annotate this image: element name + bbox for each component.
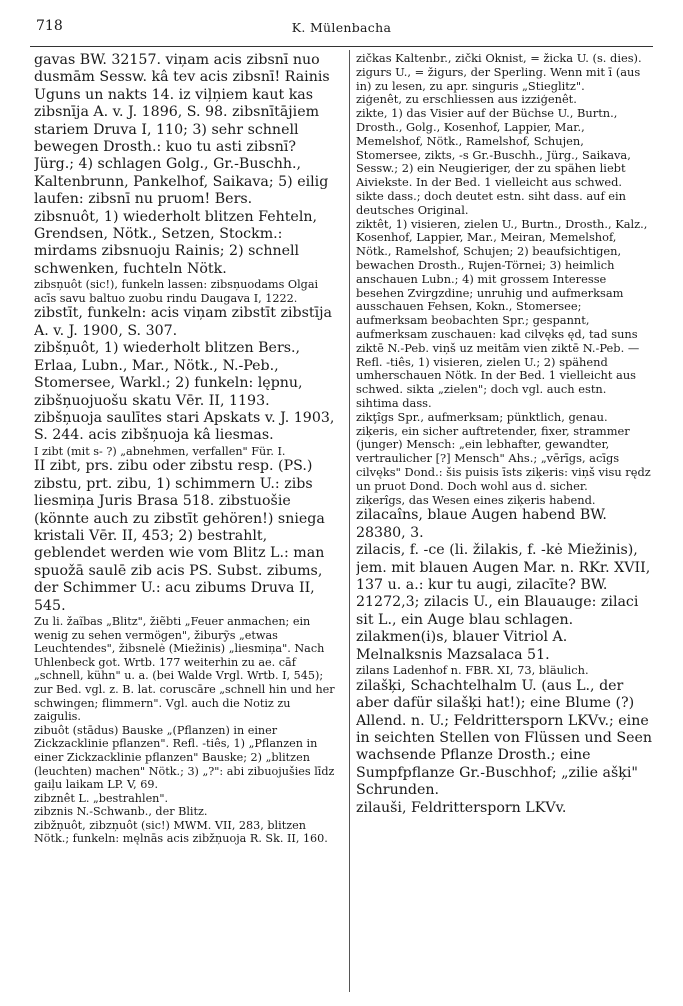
entry-paragraph: zikţîgs Spr., aufmerksam; pünktlich, genau. [356, 409, 608, 424]
entry-paragraph: ziktêt, 1) visieren, zielen U., Burtn., Drosth., Kalz., Kosenhof, Lappier, Mar., Meiran, Memelshof, Nötk., Ramelshof, Schujen; 2) beaufsichtigen, bewachen Drosth., Rujen-Törnei; 3) heimlich anschauen Lubn.; 4) mit grossem Interesse besehen Zvirgzdine; unruhig und aufmerksam ausschauen Fehsen, Kokn., Stomersee; aufmerksam beobachten Spr.; gespannt, aufmerksam zuschauen: kad cilvęks ęd, tad suns ziktē N.-Peb. viņš uz meitām vien ziktē N.-Peb. — Refl. -tiês, 1) visieren, zielen U.; 2) spähend umherschauen Nötk. In der Bed. 1 vielleicht aus schwed. sikta „zielen"; doch vgl. auch estn. sihtima dass. [356, 216, 648, 410]
entry-paragraph: zibznis N.-Schwanb., der Blitz. [34, 805, 208, 819]
entry-paragraph: zilacis, f. -ce (li. žilakis, f. -kė Miežinis), jem. mit blauen Augen Mar. n. RKr. XVII, 137 u. a.: kur tu augi, zilacīte? BW. 21272,3; zilacis U., ein Blauauge: zilaci sit L., ein Auge blau schlagen. [356, 542, 651, 628]
entry-paragraph: ziķerîgs, das Wesen eines ziķeris habend. [356, 492, 596, 507]
page-number: 718 [36, 18, 63, 34]
page-header [30, 14, 653, 34]
entry-paragraph: zigurs U., = žigurs, der Sperling. Wenn mit ī (aus in) zu lesen, zu apr. singuris „Stieglitz". [356, 64, 641, 93]
entry-paragraph: zibuôt (stādus) Bauske „(Pflanzen) in einer Zickzacklinie pflanzen". Refl. -tiês, 1) „Pflanzen in einer Zickzacklinie pflanzen" Bauske; 2) „blitzen (leuchten) machen" Nötk.; 3) „?": abi zibuojušies līdz gaiļu laikam LP. V, 69. [34, 723, 335, 792]
entry-paragraph: zilacaîns, blaue Augen habend BW. 28380, 3. [356, 507, 607, 541]
entry-paragraph: gavas BW. 32157. viņam acis zibsnī nuo dusmām Sessw. kâ tev acis zibsnī! Rainis Uguns un nakts 14. iz viļņiem kaut kas zibsnīja A. v. J. 1896, S. 98. zibsnītājiem stariem Druva I, 110; 3) sehr schnell bewegen Drosth.: kuo tu asti zibsnī? Jürg.; 4) schlagen Golg., Gr.-Buschh., Kaltenbrunn, Pankelhof, Saikava; 5) eilig laufen: zibsnī nu pruom! Bers. [34, 52, 330, 208]
column-divider [349, 50, 350, 992]
entry-paragraph: II zibt, prs. zibu oder zibstu resp. (PS.) zibstu, prt. zibu, 1) schimmern U.: zibs liesmiņa Juris Brasa 518. zibstuošie (könnte auch zu zibstīt gehören!) sniega kristali Vēr. II, 453; 2) bestrahlt, geblendet werden wie vom Blitz L.: man spuožā saulē zib acis PS. Subst. zibums, der Schimmer U.: acu zibums Druva II, 545. [34, 458, 325, 614]
entry-paragraph: zičkas Kaltenbr., zički Oknist, = žicka U. (s. dies). [356, 52, 642, 65]
entry-paragraph: zibznêt L. „bestrahlen". [34, 791, 169, 805]
entry-paragraph: ziķeris, ein sicher auftretender, fixer, strammer (junger) Mensch: „ein lebhafter, gewandter, vertraulicher [?] Mensch" Ahs.; „vērīgs, acīgs cilvęks" Dond.: šis puisis īsts ziķeris: viņš visu rędz un pruot Dond. Doch wohl aus d. sicher. [356, 423, 651, 493]
header-rule [30, 46, 653, 47]
entry-paragraph: zibsnuôt, 1) wiederholt blitzen Fehteln, Grendsen, Nötk., Setzen, Stockm.: mirdams zibsnuoju Rainis; 2) schnell schwenken, fuchteln Nötk. [34, 208, 318, 277]
entry-paragraph: zibžņuôt, zibzņuôt (sic!) MWM. VII, 283, blitzen Nötk.; funkeln: męlnās acis zibžņuoja R. Sk. II, 160. [34, 818, 328, 846]
entry-paragraph: zilakmen(i)s, blauer Vitriol A. Melnalksnis Mazsalaca 51. [356, 629, 568, 663]
entry-paragraph: ziģenêt, zu erschliessen aus izziģenêt. [356, 92, 577, 107]
running-head: K. Mülenbacha [291, 20, 392, 35]
entry-paragraph: Zu li. žaĩbas „Blitz", žiẽbti „Feuer anmachen; ein wenig zu sehen vermögen", žiburỹs „etwas Leuchtendes", žibsnelė (Miežinis) „liesmiņa". Nach Uhlenbeck got. Wrtb. 177 weiterhin zu ae. cāf „schnell, kühn" u. a. (bei Walde Vrgl. Wrtb. I, 545); zur Bed. vgl. z. B. lat. coruscāre „schnell hin und her schwingen; flimmern". Vgl. auch die Notiz zu zaigulis. [34, 614, 335, 724]
left-column [34, 52, 336, 994]
entry-paragraph: zibšņuôt, 1) wiederholt blitzen Bers., Erlaa, Lubn., Mar., Nötk., N.-Peb., Stomersee, Warkl.; 2) funkeln: lępnu, zibšņuojuošu skatu Vēr. II, 1193. zibšņuoja saulītes stari Apskats v. J. 1903, S. 244. acis zibšņuoja kâ liesmas. [34, 340, 335, 444]
entry-paragraph: zibstīt, funkeln: acis viņam zibstīt zibstīja A. v. J. 1900, S. 307. [34, 305, 332, 339]
entry-paragraph: zibsņuôt (sic!), funkeln lassen: zibsņuodams Olgai acīs savu baltuo zuobu rindu Daugava I, 1222. [34, 278, 319, 305]
entry-paragraph: I zibt (mit s- ?) „abnehmen, verfallen" Für. I. [34, 444, 286, 458]
entry-paragraph: zilašķi, Schachtelhalm U. (aus L., der aber dafür silašķi hat!); eine Blume (?) Allend. n. U.; Feldrittersporn LKVv.; eine in seichten Stellen von Flüssen und Seen wachsende Pflanze Drosth.; eine Sumpfpflanze Gr.-Buschhof; „zilie ašķi" Schrunden. [356, 677, 652, 799]
entry-paragraph: zilans Ladenhof n. FBR. XI, 73, bläulich. [356, 662, 589, 677]
right-column [356, 52, 652, 994]
entry-paragraph: zikte, 1) das Visier auf der Büchse U., Burtn., Drosth., Golg., Kosenhof, Lappier, Mar., Memelshof, Nötk., Ramelshof, Schujen, Stomersee, zikts, -s Gr.-Buschh., Jürg., Saikava, Sessw.; 2) ein Neugieriger, der zu spähen liebt Aiviekste. In der Bed. 1 vielleicht aus schwed. sikte dass.; doch deutet estn. siht dass. auf ein deutsches Original. [356, 106, 631, 217]
entry-paragraph: zilauši, Feldrittersporn LKVv. [356, 799, 567, 816]
